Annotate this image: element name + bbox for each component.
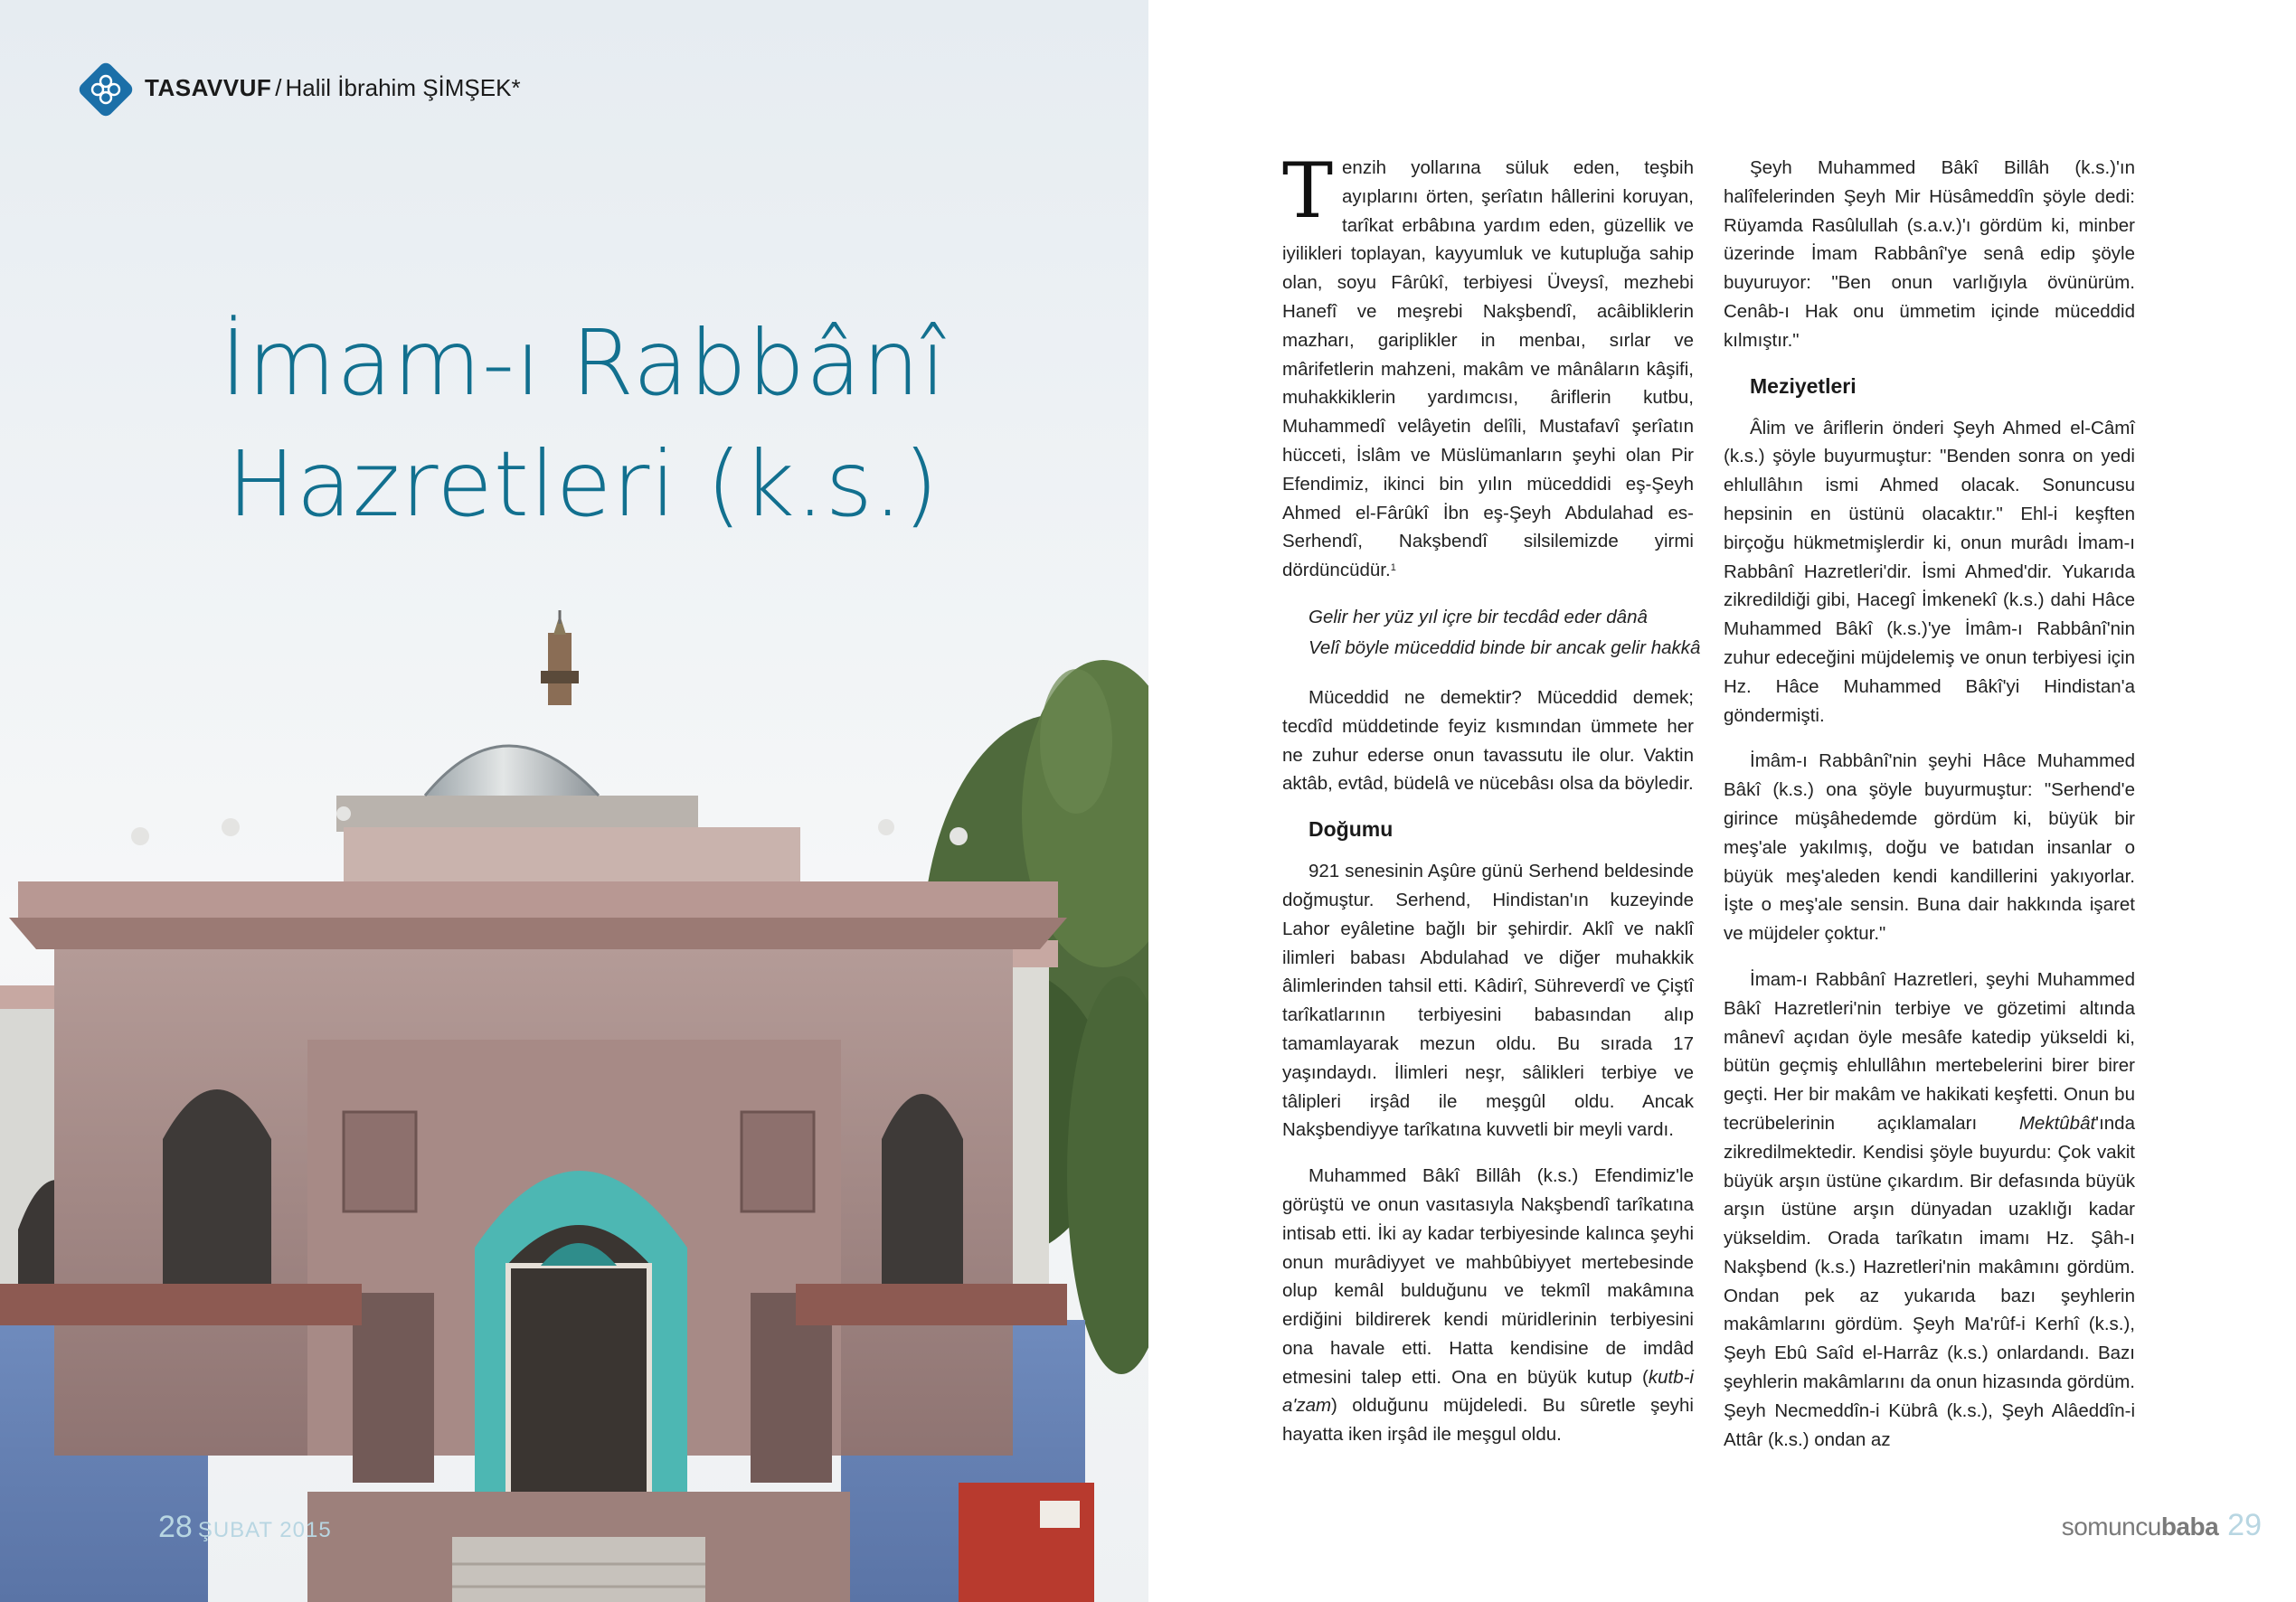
section-header (145, 74, 521, 102)
paragraph-serhend: İmâm-ı Rabbânî'nin şeyhi Hâce Muhammed Bâkî (k.s.) ona şöyle buyurmuştur: "Serhend'e girince müşâhedemde gördüm ki, büyük bir meş'ale yakılmış, doğu ve batıdan insanlar o büyük meş'aleden kendi kandillerini yakıyorlar. İşte o meş'ale sensin. Buna dair hakkında işaret ve müjdeler çoktur." (1724, 750, 2135, 945)
paragraph-baki-italic: kutb-i a'zam (1282, 1366, 1694, 1417)
magazine-brand-suffix: baba (2160, 1512, 2219, 1541)
author-name: Halil İbrahim ŞİMŞEK* (285, 74, 521, 101)
paragraph-husameddin: Şeyh Muhammed Bâkî Billâh (k.s.)'ın halîfelerinden Şeyh Mir Hüsâmeddîn şöyle dedi: Rüyamda Rasûlullah (s.a.v.)'ı gördüm ki, minber üzerinde İmam Rabbânî'ye senâ edip şöyle buyuruyor: "Ben onun varlığıyla övünürüm. Cenâb-ı Hak onu ümmetim içinde müceddid kılmıştır." (1724, 157, 2135, 351)
paragraph-dogumu: 921 senesinin Aşûre günü Serhend beldesinde doğmuştur. Serhend, Hindistan'ın kuzeyinde Lahor eyâletine bağlı bir şehirdir. Aklî ve naklî ilimleri babası Abdulahad ve diğer muhakkik âlimlerinden tahsil etti. Kâdirî, Sühreverdî ve Çiştî tarîkatlarının terbiyesini babasından alıp tamamlayarak mezun oldu. Bu sırada 17 yaşındaydı. İlimleri neşr, sâlikleri terbiye ve tâlipleri irşâd ile meşgûl oldu. Ancak Nakşbendiyye tarîkatına kuvvetli bir meyli vardı. (1282, 861, 1694, 1141)
dome (336, 610, 698, 832)
page-number-right: 29 (2227, 1508, 2262, 1542)
article-title-line-2: Hazretleri (k.s.) (227, 431, 940, 537)
article-title (136, 303, 1031, 545)
verse-line-2: Velî böyle müceddid binde bir ancak gelir hakkâ (1309, 636, 1701, 658)
footnote-marker: 1 (1390, 562, 1396, 574)
paragraph-terbiye-italic: Mektûbât (2018, 1112, 2096, 1134)
paragraph-baki-billah (1282, 1162, 1694, 1449)
paragraph-terbiye-text-a: İmam-ı Rabbânî Hazretleri, şeyhi Muhammed Bâkî Hazretleri'nin terbiye ve gözetimi altında mânevî açıdan öyle mesâfe katedip yükseldi ki, bütün geçmiş ehlullâhın mertebelerini birer birer geçti. Her bir makâm ve hakikati keşfetti. Onun bu tecrübelerinin açıklamaları (1724, 968, 2135, 1134)
paragraph-terbiye (1724, 966, 2135, 1455)
footer-right (2062, 1508, 2262, 1543)
paragraph-alim: Âlim ve âriflerin önderi Şeyh Ahmed el-Câmî (k.s.) şöyle buyurmuştur: "Benden sonra on yedi ehlullâhın ismi Ahmed olacak. Sonuncusu hepsinin en üstünü olacaktır." Ehl-i keşften birçoğu hükmetmişlerdir ki, onun murâdı İmam-ı Rabbânî Hazretleri'dir. İsmi Ahmed'dir. Yukarıda zikredildiği gibi, Hacegî İmkenekî (k.s.) dahi Hâce Muhammed Bâkî (k.s.)'ye İmâm-ı Rabbânî'nin zuhur edeceğini müjdelemiş ve onun terbiyesi için Hz. Hâce Muhammed Bâkî'yi Hindistan'a göndermişti. (1724, 417, 2135, 726)
right-page (1148, 0, 2296, 1602)
paragraph-baki-text-a: Muhammed Bâkî Billâh (k.s.) Efendimiz'le görüştü ve onun vasıtasıyla Nakşbendî tarîkatına intisab etti. İki ay kadar terbiyesinde kalınca şeyhi onun murâdiyyet ve mahbûbiyyet mertebesinde olup kemâl bulduğunu ve tekmîl makâmına erdiğini bildirerek kendi müridlerinin terbiyesini ona havale etti. Hatta kendisine de imdâd etmesini talep etti. Ona en büyük kutup ( (1282, 1165, 1694, 1388)
verse-line-1: Gelir her yüz yıl içre bir tecdâd eder dânâ (1309, 606, 1648, 627)
intro-paragraph (1282, 146, 1694, 585)
article-title-line-1: İmam-ı Rabbânî (220, 310, 947, 416)
text-column-1 (1282, 146, 1701, 1466)
issue-date: ŞUBAT 2015 (197, 1518, 332, 1542)
intro-text: enzih yollarına süluk eden, teşbih ayıplarını örten, şerîatın hâllerini koruyan, tarîkat erbâbına yardım eden, güzellik ve iyilikleri toplayan, kayyumluk ve kutupluğa sahip olan, soyu Fârûkî, terbiyesi Üveysî, mezhebi Hanefî ve meşrebi Nakşbendî, acâibliklerin mazharı, gariplikler in menbaı, sırlar ve mârifetlerin mahzeni, makâm ve mânâların kâşifi, muhakkiklerin yardımcısı, âriflerin kutbu, Muhammedî velâyetin delîli, Mustafavî şerîatın hücceti, İslâm ve Müslümanların şeyhi olan Pir Efendimiz, ikinci bin yılın müceddidi eş-Şeyh Ahmed el-Fârûkî İbn eş-Şeyh Abdulahad es-Serhendî, Nakşbendî silsilemizde yirmi dördüncüdür. (1282, 157, 1694, 581)
magazine-brand-prefix: somuncu (2061, 1512, 2161, 1541)
section-name: TASAVVUF (145, 74, 272, 101)
paragraph-terbiye-text-b: 'ında zikredilmektedir. Kendisi şöyle buyurdu: Çok vakit büyük arşın üstüne çıkardım. Bir defasında büyük arşın üstüne arşın dünyadan uzaklığı kadar yükseldim. Orada tarîkatın imamı Hz. Şâh-ı Nakşbend (k.s.) Hazretleri'nin makâmını gördüm. Ondan pek az yukarıda bazı şeyhlerin makâmlarını gördüm. Şeyh Ma'rûf-i Kerhî (k.s.), Şeyh Ebû Saîd el-Harrâz (k.s.) onlardandı. Bazı şeyhlerin makâmlarını da onun hizasında gördüm. Şeyh Necmeddîn-i Kübrâ (k.s.), Şeyh Alâeddîn-i Attâr (k.s.) ondan az (1724, 1112, 2135, 1450)
page-number-left: 28 (158, 1510, 193, 1544)
header-separator: / (275, 74, 282, 101)
text-column-2 (1724, 154, 2135, 1471)
footer-left (158, 1510, 332, 1545)
section-badge-icon (74, 58, 137, 121)
paragraph-baki-text-b: ) olduğunu müjdeledi. Bu sûretle şeyhi hayatta iken irşâd ile meşgul oldu. (1282, 1395, 1694, 1446)
heading-dogumu: Doğumu (1309, 817, 1394, 842)
paragraph-mujeddid: Müceddid ne demektir? Müceddid demek; tecdîd müddetinde feyiz kısmından ümmete her ne zuhur ederse onun tavassutu ile olur. Vaktin aktâb, evtâd, büdelâ ve nücebâsı olsa da böyledir. (1282, 686, 1694, 795)
heading-meziyetleri: Meziyetleri (1750, 373, 1857, 398)
drop-cap: T (1282, 146, 1334, 235)
verse-quote (1309, 602, 1701, 664)
